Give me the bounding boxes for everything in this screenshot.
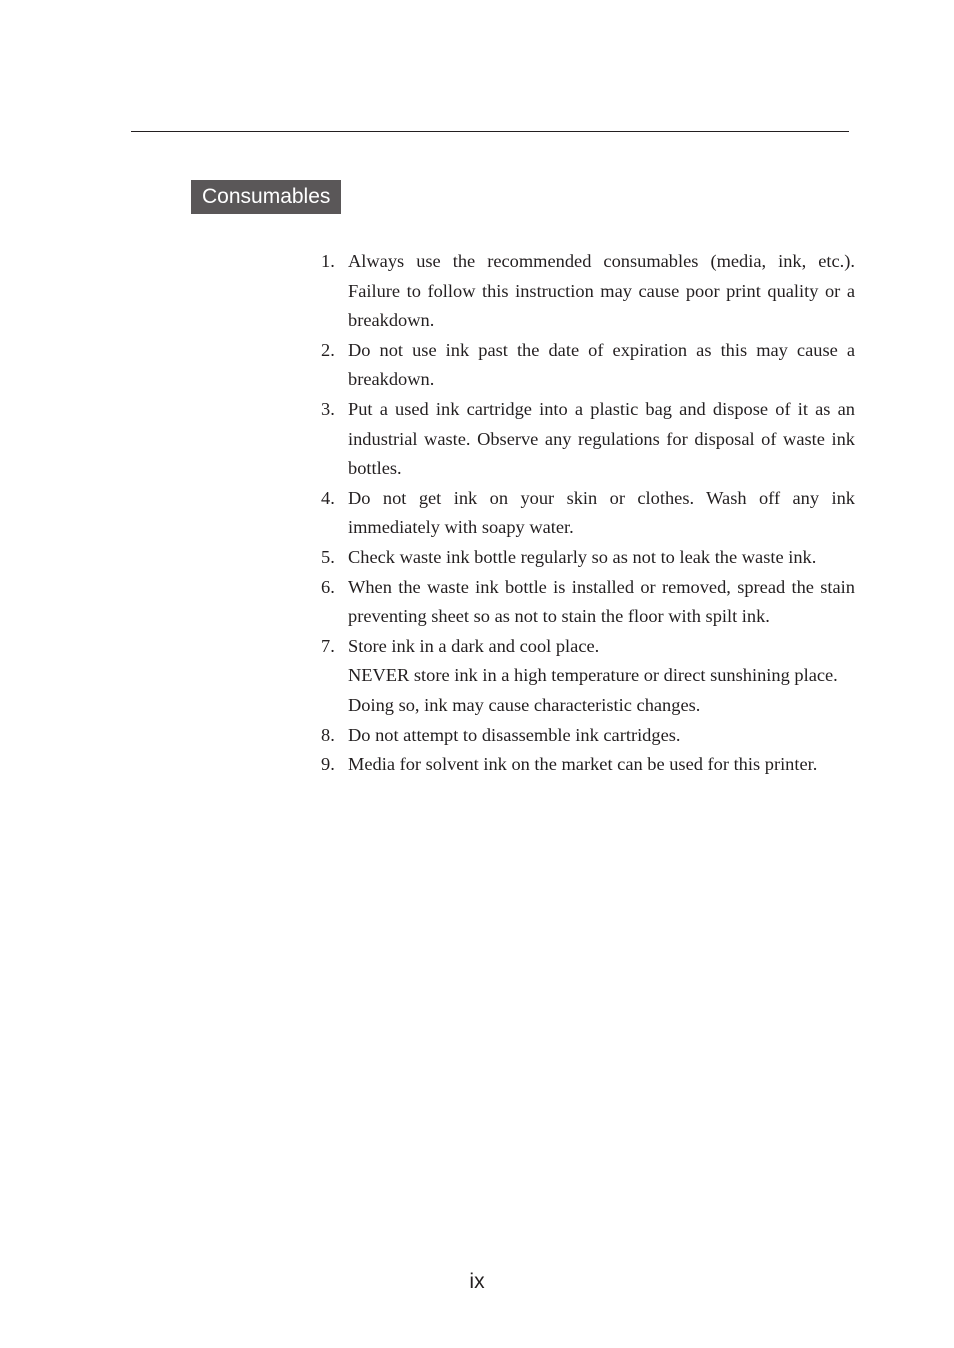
list-item xyxy=(321,721,855,751)
item-paragraph: Doing so, ink may cause characteristic changes. xyxy=(348,694,701,715)
list-item xyxy=(321,395,855,484)
item-text xyxy=(348,484,855,543)
list-item xyxy=(321,543,855,573)
item-text xyxy=(348,750,855,780)
item-paragraph: Check waste ink bottle regularly so as not to leak the waste ink. xyxy=(348,546,817,567)
item-number: 4. xyxy=(321,487,335,508)
item-text xyxy=(348,573,855,632)
item-text xyxy=(348,336,855,395)
item-number: 8. xyxy=(321,724,335,745)
item-text xyxy=(348,632,855,721)
item-text xyxy=(348,721,855,751)
page-number: ix xyxy=(469,1270,485,1293)
item-text xyxy=(348,247,855,336)
list-item xyxy=(321,750,855,780)
list-item xyxy=(321,632,855,721)
item-paragraph: Store ink in a dark and cool place. xyxy=(348,635,600,656)
list-item xyxy=(321,336,855,395)
item-number: 9. xyxy=(321,754,335,775)
item-paragraph: Do not attempt to disassemble ink cartridges. xyxy=(348,724,681,745)
item-text xyxy=(348,543,855,573)
item-number: 2. xyxy=(321,339,335,360)
list-item xyxy=(321,247,855,336)
item-number: 6. xyxy=(321,576,335,597)
item-number: 5. xyxy=(321,546,335,567)
item-paragraph: Media for solvent ink on the market can be used for this printer. xyxy=(348,754,818,775)
list-item xyxy=(321,484,855,543)
item-paragraph: Do not get ink on your skin or clothes. Wash off any ink immediately with soapy water. xyxy=(348,487,855,538)
item-text xyxy=(348,395,855,484)
item-paragraph: Do not use ink past the date of expiration as this may cause a breakdown. xyxy=(348,339,855,390)
item-number: 7. xyxy=(321,635,335,656)
list-item xyxy=(321,573,855,632)
item-paragraph: NEVER store ink in a high temperature or direct sunshining place. xyxy=(348,665,838,686)
item-number: 1. xyxy=(321,251,335,271)
item-paragraph: When the waste ink bottle is installed or removed, spread the stain preventing sheet so as not to stain the floor with spilt ink. xyxy=(348,576,855,627)
item-paragraph: Always use the recommended consumables (media, ink, etc.). Failure to follow this instruction may cause poor print quality or a breakdown. xyxy=(348,251,855,331)
item-paragraph: Put a used ink cartridge into a plastic bag and dispose of it as an industrial waste. Observe any regulations for disposal of waste ink bottles. xyxy=(348,398,855,479)
section-heading: Consumables xyxy=(191,180,341,214)
item-number: 3. xyxy=(321,398,335,419)
header-rule xyxy=(131,131,849,132)
consumables-list xyxy=(321,247,855,780)
